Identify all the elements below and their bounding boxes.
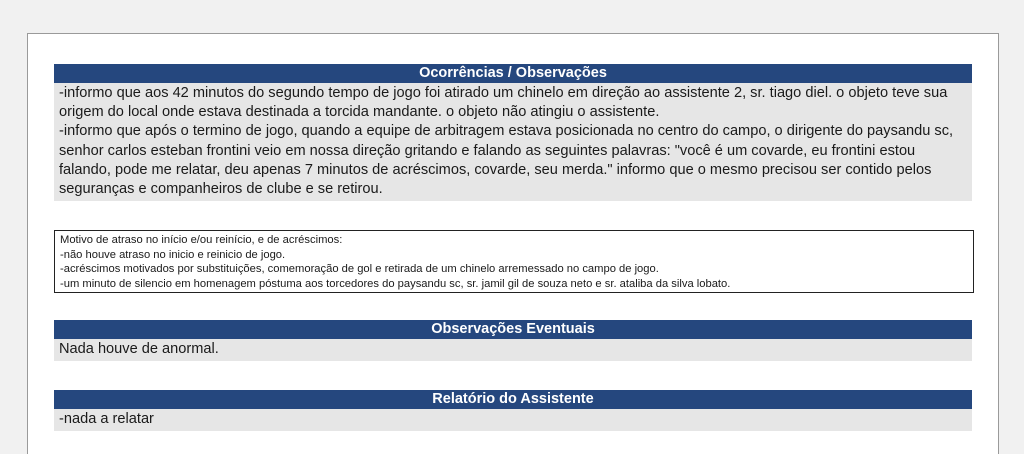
occurrence-paragraph-1: -informo que aos 42 minutos do segundo tempo de jogo foi atirado um chinelo em direção ao assistente 2, sr. tiago diel. o objeto teve sua origem do local onde estava destinada a torcida mandante. o objeto não atingiu o assistente. — [59, 85, 948, 121]
report-page — [27, 33, 999, 454]
occurrences-body — [54, 83, 972, 201]
assistant-body: -nada a relatar — [54, 409, 972, 431]
delay-line-2: -acréscimos motivados por substituições, comemoração de gol e retirada de um chinelo arremessado no campo de jogo. — [60, 263, 659, 276]
delay-reasons-box — [54, 230, 974, 293]
eventual-body: Nada houve de anormal. — [54, 339, 972, 361]
delay-line-1: -não houve atraso no inicio e reinicio de jogo. — [60, 248, 286, 261]
assistant-section — [54, 390, 972, 431]
eventual-header: Observações Eventuais — [54, 320, 972, 339]
delay-heading: Motivo de atraso no início e/ou reinício, e de acréscimos: — [60, 234, 343, 246]
occurrences-section — [54, 64, 972, 201]
assistant-header: Relatório do Assistente — [54, 390, 972, 409]
occurrence-paragraph-2: -informo que após o termino de jogo, quando a equipe de arbitragem estava posicionada no centro do campo, o dirigente do paysandu sc, senhor carlos esteban frontini veio em nossa direção gritando e falando as seguintes palavras: "você é um covarde, eu frontini estou falando, pode me relatar, deu apenas 7 minutos de acréscimos, covarde, seu merda." informo que o mesmo precisou ser contido pelos seguranças e companheiros de clube e se retirou. — [59, 123, 954, 198]
occurrences-header: Ocorrências / Observações — [54, 64, 972, 83]
delay-line-3: -um minuto de silencio em homenagem póstuma aos torcedores do paysandu sc, sr. jamil gil de souza neto e sr. ataliba da silva lobato. — [60, 277, 731, 290]
eventual-section — [54, 320, 972, 361]
